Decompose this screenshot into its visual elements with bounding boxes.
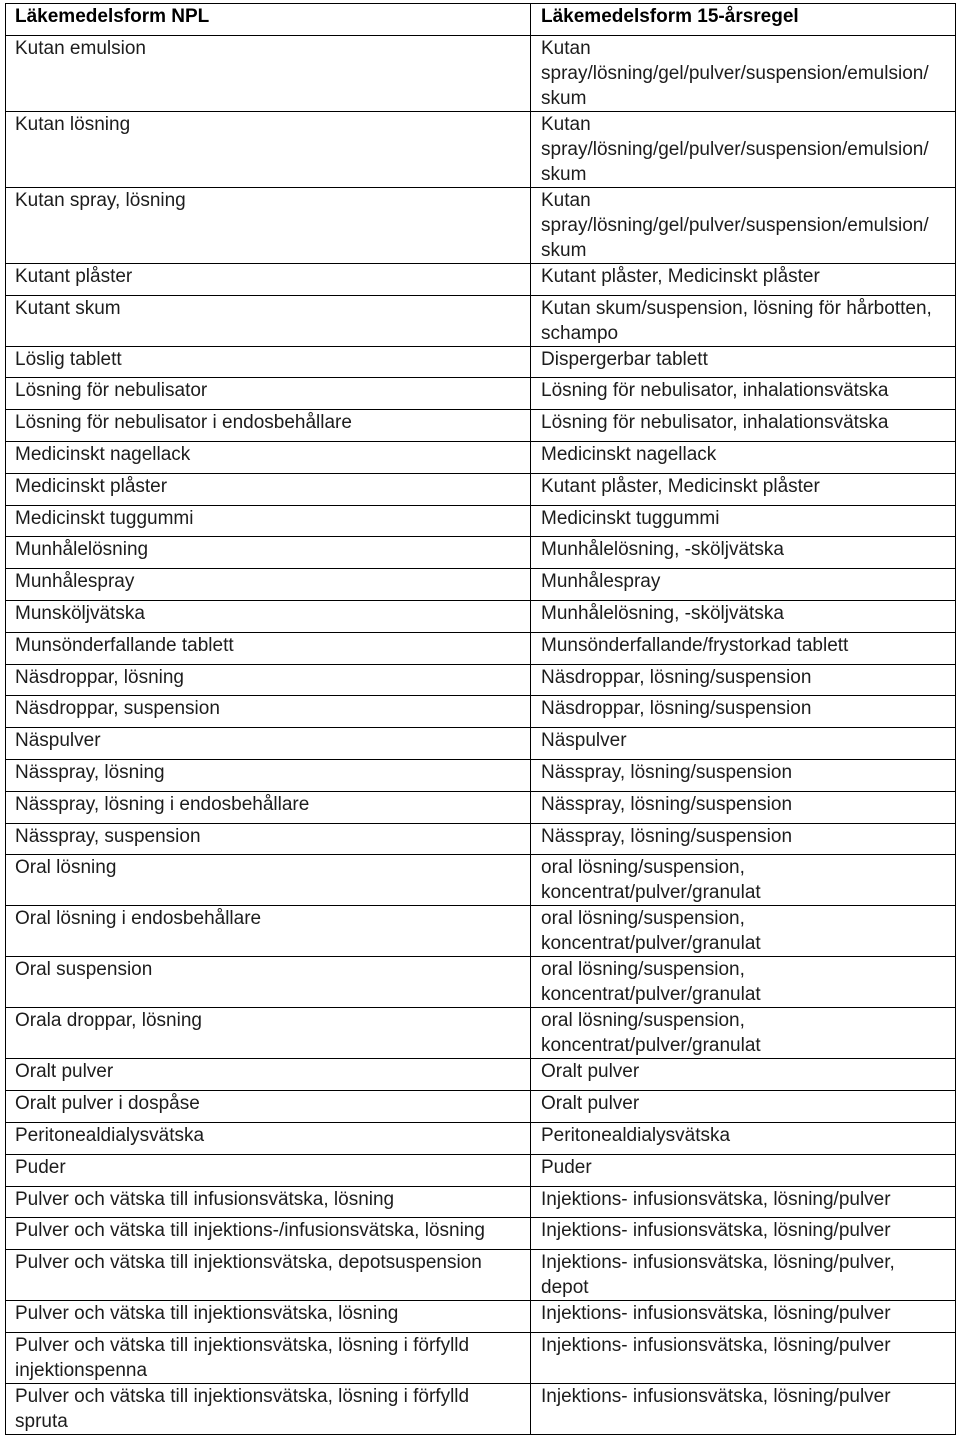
npl-form-cell: Nässpray, lösning i endosbehållare bbox=[6, 791, 531, 823]
rule15-form-cell: oral lösning/suspension, koncentrat/pulver/granulat bbox=[531, 906, 956, 957]
rule15-form-cell: Injektions- infusionsvätska, lösning/pulver, depot bbox=[531, 1250, 956, 1301]
npl-form-cell: Kutan lösning bbox=[6, 111, 531, 187]
npl-form-cell: Lösning för nebulisator i endosbehållare bbox=[6, 410, 531, 442]
npl-form-cell: Orala droppar, lösning bbox=[6, 1008, 531, 1059]
header-row bbox=[6, 4, 956, 36]
rule15-form-cell: Injektions- infusionsvätska, lösning/pulver bbox=[531, 1332, 956, 1383]
npl-form-cell: Oral suspension bbox=[6, 957, 531, 1008]
table-row bbox=[6, 957, 956, 1008]
rule15-form-cell: Medicinskt tuggummi bbox=[531, 505, 956, 537]
rule15-form-cell: Medicinskt nagellack bbox=[531, 441, 956, 473]
npl-form-cell: Oral lösning i endosbehållare bbox=[6, 906, 531, 957]
rule15-form-cell: Dispergerbar tablett bbox=[531, 346, 956, 378]
rule15-form-cell: Kutan spray/lösning/gel/pulver/suspension/emulsion/ skum bbox=[531, 111, 956, 187]
rule15-form-cell: Kutan skum/suspension, lösning för hårbotten, schampo bbox=[531, 295, 956, 346]
table-row bbox=[6, 1091, 956, 1123]
table-row bbox=[6, 1301, 956, 1333]
table-row bbox=[6, 759, 956, 791]
table-row bbox=[6, 1250, 956, 1301]
table-row bbox=[6, 378, 956, 410]
rule15-form-cell: Lösning för nebulisator, inhalationsvätska bbox=[531, 410, 956, 442]
table-row bbox=[6, 632, 956, 664]
rule15-column-header: Läkemedelsform 15-årsregel bbox=[531, 4, 956, 36]
table-row bbox=[6, 1383, 956, 1434]
table-row bbox=[6, 1008, 956, 1059]
dosage-form-table bbox=[5, 3, 956, 1435]
npl-form-cell: Nässpray, suspension bbox=[6, 823, 531, 855]
rule15-form-cell: oral lösning/suspension, koncentrat/pulver/granulat bbox=[531, 1008, 956, 1059]
rule15-form-cell: Nässpray, lösning/suspension bbox=[531, 791, 956, 823]
table-row bbox=[6, 346, 956, 378]
rule15-form-cell: Kutant plåster, Medicinskt plåster bbox=[531, 473, 956, 505]
table-row bbox=[6, 473, 956, 505]
npl-form-cell: Pulver och vätska till injektionsvätska, depotsuspension bbox=[6, 1250, 531, 1301]
rule15-form-cell: Kutan spray/lösning/gel/pulver/suspension/emulsion/ skum bbox=[531, 35, 956, 111]
table-row bbox=[6, 505, 956, 537]
rule15-form-cell: Peritonealdialysvätska bbox=[531, 1122, 956, 1154]
table-header bbox=[6, 4, 956, 36]
table-row bbox=[6, 728, 956, 760]
rule15-form-cell: Kutant plåster, Medicinskt plåster bbox=[531, 263, 956, 295]
npl-form-cell: Peritonealdialysvätska bbox=[6, 1122, 531, 1154]
rule15-form-cell: Munhålespray bbox=[531, 569, 956, 601]
npl-form-cell: Medicinskt plåster bbox=[6, 473, 531, 505]
npl-form-cell: Munhålelösning bbox=[6, 537, 531, 569]
rule15-form-cell: oral lösning/suspension, koncentrat/pulver/granulat bbox=[531, 957, 956, 1008]
npl-form-cell: Munsönderfallande tablett bbox=[6, 632, 531, 664]
npl-form-cell: Pulver och vätska till injektionsvätska, lösning i förfylld injektionspenna bbox=[6, 1332, 531, 1383]
npl-form-cell: Munhålespray bbox=[6, 569, 531, 601]
npl-form-cell: Munsköljvätska bbox=[6, 600, 531, 632]
rule15-form-cell: Injektions- infusionsvätska, lösning/pulver bbox=[531, 1218, 956, 1250]
npl-form-cell: Näspulver bbox=[6, 728, 531, 760]
table-row bbox=[6, 823, 956, 855]
npl-form-cell: Näsdroppar, lösning bbox=[6, 664, 531, 696]
table-row bbox=[6, 1059, 956, 1091]
rule15-form-cell: Munhålelösning, -sköljvätska bbox=[531, 600, 956, 632]
npl-form-cell: Kutant plåster bbox=[6, 263, 531, 295]
rule15-form-cell: Munhålelösning, -sköljvätska bbox=[531, 537, 956, 569]
npl-form-cell: Näsdroppar, suspension bbox=[6, 696, 531, 728]
npl-form-cell: Oral lösning bbox=[6, 855, 531, 906]
rule15-form-cell: Lösning för nebulisator, inhalationsvätska bbox=[531, 378, 956, 410]
npl-form-cell: Kutan emulsion bbox=[6, 35, 531, 111]
npl-form-cell: Lösning för nebulisator bbox=[6, 378, 531, 410]
table-row bbox=[6, 600, 956, 632]
table-row bbox=[6, 111, 956, 187]
npl-form-cell: Oralt pulver bbox=[6, 1059, 531, 1091]
rule15-form-cell: Nässpray, lösning/suspension bbox=[531, 759, 956, 791]
table-row bbox=[6, 537, 956, 569]
npl-form-cell: Oralt pulver i dospåse bbox=[6, 1091, 531, 1123]
npl-form-cell: Löslig tablett bbox=[6, 346, 531, 378]
table-row bbox=[6, 855, 956, 906]
rule15-form-cell: oral lösning/suspension, koncentrat/pulver/granulat bbox=[531, 855, 956, 906]
npl-form-cell: Pulver och vätska till injektions-/infusionsvätska, lösning bbox=[6, 1218, 531, 1250]
rule15-form-cell: Munsönderfallande/frystorkad tablett bbox=[531, 632, 956, 664]
npl-form-cell: Nässpray, lösning bbox=[6, 759, 531, 791]
table-row bbox=[6, 35, 956, 111]
rule15-form-cell: Puder bbox=[531, 1154, 956, 1186]
table-row bbox=[6, 1154, 956, 1186]
rule15-form-cell: Injektions- infusionsvätska, lösning/pulver bbox=[531, 1301, 956, 1333]
table-row bbox=[6, 569, 956, 601]
npl-column-header: Läkemedelsform NPL bbox=[6, 4, 531, 36]
table-row bbox=[6, 441, 956, 473]
npl-form-cell: Kutan spray, lösning bbox=[6, 187, 531, 263]
npl-form-cell: Kutant skum bbox=[6, 295, 531, 346]
rule15-form-cell: Nässpray, lösning/suspension bbox=[531, 823, 956, 855]
rule15-form-cell: Oralt pulver bbox=[531, 1059, 956, 1091]
table-row bbox=[6, 664, 956, 696]
rule15-form-cell: Oralt pulver bbox=[531, 1091, 956, 1123]
rule15-form-cell: Näsdroppar, lösning/suspension bbox=[531, 664, 956, 696]
rule15-form-cell: Injektions- infusionsvätska, lösning/pulver bbox=[531, 1383, 956, 1434]
npl-form-cell: Medicinskt tuggummi bbox=[6, 505, 531, 537]
table-row bbox=[6, 791, 956, 823]
table-row bbox=[6, 1218, 956, 1250]
npl-form-cell: Medicinskt nagellack bbox=[6, 441, 531, 473]
table-row bbox=[6, 263, 956, 295]
table-body bbox=[6, 35, 956, 1434]
rule15-form-cell: Kutan spray/lösning/gel/pulver/suspension/emulsion/ skum bbox=[531, 187, 956, 263]
table-row bbox=[6, 187, 956, 263]
table-row bbox=[6, 295, 956, 346]
table-row bbox=[6, 696, 956, 728]
npl-form-cell: Pulver och vätska till infusionsvätska, lösning bbox=[6, 1186, 531, 1218]
table-row bbox=[6, 1122, 956, 1154]
table-row bbox=[6, 1332, 956, 1383]
rule15-form-cell: Näsdroppar, lösning/suspension bbox=[531, 696, 956, 728]
npl-form-cell: Puder bbox=[6, 1154, 531, 1186]
npl-form-cell: Pulver och vätska till injektionsvätska, lösning i förfylld spruta bbox=[6, 1383, 531, 1434]
table-row bbox=[6, 410, 956, 442]
table-row bbox=[6, 906, 956, 957]
npl-form-cell: Pulver och vätska till injektionsvätska, lösning bbox=[6, 1301, 531, 1333]
rule15-form-cell: Näspulver bbox=[531, 728, 956, 760]
table-row bbox=[6, 1186, 956, 1218]
rule15-form-cell: Injektions- infusionsvätska, lösning/pulver bbox=[531, 1186, 956, 1218]
